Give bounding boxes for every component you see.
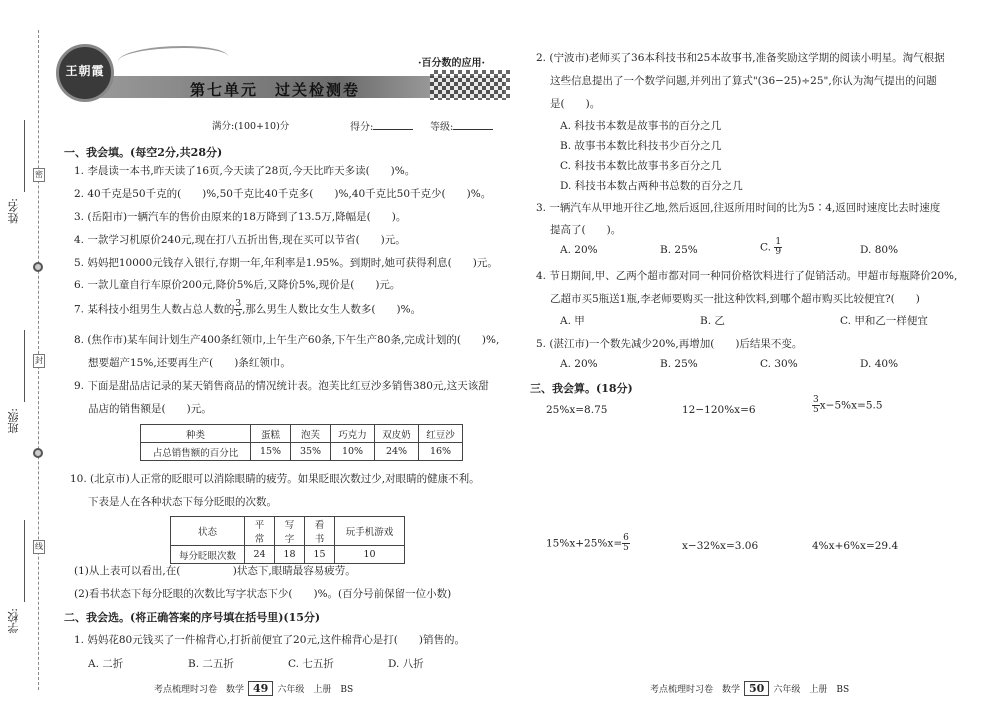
choice-2-1-option-a: A. 二折 <box>88 658 124 670</box>
fraction-denominator: 5 <box>235 309 242 319</box>
choice-2-5-option-c: C. 30% <box>760 358 798 370</box>
question-1-9-line-2: 品店的销售额是( )元。 <box>88 403 212 415</box>
grade-label: 等级: <box>430 122 454 133</box>
table-cell: 巧克力 <box>331 425 375 443</box>
table-cell: 泡芙 <box>291 425 331 443</box>
choice-2-3-option-c <box>760 238 782 257</box>
choice-2-4-option-a: A. 甲 <box>560 315 585 327</box>
table-cell: 玩手机游戏 <box>335 517 405 546</box>
grade-field[interactable] <box>430 118 493 133</box>
score-label: 得分: <box>350 122 374 133</box>
table-cell: 平常 <box>245 517 275 546</box>
table-cell: 10 <box>335 546 405 564</box>
equation-3-rest: x−5%x=5.5 <box>819 399 883 412</box>
choice-2-5: 5. (湛江市)一个数先减少20%,再增加( )后结果不变。 <box>536 338 803 350</box>
choice-2-5-option-d: D. 40% <box>860 358 899 370</box>
brand-logo-text: 王朝霞 <box>65 64 105 78</box>
question-1-3: 3. (岳阳市)一辆汽车的售价由原来的18万降到了13.5万,降幅是( )。 <box>74 211 407 223</box>
full-score: 满分:(100+10)分 <box>212 121 290 132</box>
fraction-numerator: 1 <box>775 237 782 247</box>
table-row <box>171 546 405 564</box>
topic-label: ·百分数的应用· <box>418 58 485 69</box>
question-1-8-line-2: 想要超产15%,还要再生产( )条红领巾。 <box>88 357 291 369</box>
footer-right <box>650 681 849 696</box>
table-cell: 10% <box>331 443 375 461</box>
table-header-row <box>171 517 405 546</box>
footer-book: 考点梳理时习卷 数学 <box>650 685 741 695</box>
table-cell: 状态 <box>171 517 245 546</box>
equation-2: 12−120%x=6 <box>682 404 756 416</box>
choice-2-1-option-c: C. 七五折 <box>288 658 334 670</box>
equation-1: 25%x=8.75 <box>546 404 608 416</box>
footer-grade: 六年级 上册 BS <box>773 685 850 695</box>
choice-2-4-line-2: 乙超市买5瓶送1瓶,李老师要购买一批这种饮料,到哪个超市购买比较便宜?( ) <box>550 293 920 305</box>
table-cell: 15 <box>305 546 335 564</box>
choice-2-1-option-b: B. 二五折 <box>188 658 234 670</box>
question-1-10-line-2: 下表是人在各种状态下每分眨眼的次数。 <box>88 496 277 508</box>
sales-table <box>140 424 463 461</box>
section-2-title: 二、我会选。(将正确答案的序号填在括号里)(15分) <box>64 611 321 624</box>
table-cell: 占总销售额的百分比 <box>141 443 251 461</box>
fraction-denominator: 5 <box>813 405 819 415</box>
name-underline <box>24 120 25 192</box>
page-title: 第七单元 过关检测卷 <box>190 81 361 99</box>
class-underline <box>24 330 25 402</box>
question-1-10-part-1: (1)从上表可以看出,在( )状态下,眼睛最容易疲劳。 <box>74 565 356 577</box>
class-label: 班级: <box>7 408 20 434</box>
choice-2-2-option-c: C. 科技书本数比故事书多百分之几 <box>560 160 722 172</box>
choice-2-2-option-a: A. 科技书本数是故事书的百分之几 <box>560 120 722 132</box>
page-number: 49 <box>248 681 273 696</box>
choice-2-5-option-a: A. 20% <box>560 358 598 370</box>
seal-char-feng: 封 <box>33 354 45 368</box>
table-cell: 15% <box>251 443 291 461</box>
choice-2-3-line-2: 提高了( )。 <box>550 224 622 236</box>
fraction <box>774 238 782 257</box>
equation-4-text: 15%x+25%x= <box>546 537 623 550</box>
name-label: 姓名: <box>7 198 20 224</box>
question-1-7 <box>74 300 421 319</box>
choice-2-4-option-b: B. 乙 <box>700 315 725 327</box>
table-cell: 35% <box>291 443 331 461</box>
question-1-4: 4. 一款学习机原价240元,现在打八五折出售,现在买可以节省( )元。 <box>74 234 406 246</box>
blink-table <box>170 516 405 564</box>
fraction-numerator: 6 <box>623 533 629 543</box>
binding-hole <box>33 448 43 458</box>
choice-2-2-line-1: 2. (宁波市)老师买了36本科技书和25本故事书,准备奖励这学期的阅读小明星。淘气根据 <box>536 52 945 64</box>
footer-grade: 六年级 上册 BS <box>277 685 354 695</box>
checker-decoration <box>430 70 510 100</box>
equation-5: x−32%x=3.06 <box>682 540 759 552</box>
choice-2-4-line-1: 4. 节日期间,甲、乙两个超市都对同一种同价格饮料进行了促销活动。甲超市每瓶降价20%, <box>536 270 958 282</box>
table-cell: 每分眨眼次数 <box>171 546 245 564</box>
page-number: 50 <box>744 681 769 696</box>
table-header-row <box>141 425 463 443</box>
school-underline <box>24 520 25 602</box>
table-cell: 写字 <box>275 517 305 546</box>
score-blank[interactable] <box>373 129 413 130</box>
table-cell: 看书 <box>305 517 335 546</box>
table-row <box>141 443 463 461</box>
section-1-title: 一、我会填。(每空2分,共28分) <box>64 146 223 159</box>
equation-4 <box>546 534 630 553</box>
table-cell: 16% <box>419 443 463 461</box>
table-cell: 红豆沙 <box>419 425 463 443</box>
equation-6: 4%x+6%x=29.4 <box>812 540 899 552</box>
choice-2-3-line-1: 3. 一辆汽车从甲地开往乙地,然后返回,往返所用时间的比为5∶4,返回时速度比去时速度 <box>536 202 941 214</box>
question-1-8-line-1: 8. (焦作市)某车间计划生产400条红领巾,上午生产60条,下午生产80条,完成计划的( )%, <box>74 334 500 346</box>
ribbon-decoration <box>118 46 228 72</box>
question-1-2: 2. 40千克是50千克的( )%,50千克比40千克多( )%,40千克比50千克少( )%。 <box>74 188 492 200</box>
question-1-7-text-a: 7. 某科技小组男生人数占总人数的 <box>74 303 235 316</box>
choice-2-3-option-b: B. 25% <box>660 244 698 256</box>
equation-3 <box>812 396 883 415</box>
table-cell: 18 <box>275 546 305 564</box>
fraction-denominator: 5 <box>623 543 629 553</box>
fraction-numerator: 3 <box>235 299 242 309</box>
choice-2-4-option-c: C. 甲和乙一样便宜 <box>840 315 928 327</box>
choice-2-1-option-d: D. 八折 <box>388 658 424 670</box>
choice-2-5-option-b: B. 25% <box>660 358 698 370</box>
binding-hole <box>33 262 43 272</box>
school-label: 学校: <box>7 608 20 634</box>
fraction <box>234 300 242 319</box>
footer-left <box>154 681 353 696</box>
choice-2-2-line-3: 是( )。 <box>550 98 601 110</box>
fraction <box>622 534 630 553</box>
seal-char-mi: 密 <box>33 168 45 182</box>
choice-2-2-option-b: B. 故事书本数比科技书少百分之几 <box>560 140 722 152</box>
fraction <box>812 396 820 415</box>
fraction-denominator: 9 <box>775 247 782 257</box>
question-1-10-line-1: 10. (北京市)人正常的眨眼可以消除眼睛的疲劳。如果眨眼次数过少,对眼睛的健康不利。 <box>70 473 480 485</box>
score-field[interactable] <box>350 118 413 133</box>
choice-2-3-option-d: D. 80% <box>860 244 899 256</box>
choice-2-2-option-d: D. 科技书本数占两种书总数的百分之几 <box>560 180 743 192</box>
table-cell: 24% <box>375 443 419 461</box>
question-1-9-line-1: 9. 下面是甜品店记录的某天销售商品的情况统计表。泡芙比红豆沙多销售380元,这天该甜 <box>74 380 489 392</box>
section-3-title: 三、我会算。(18分) <box>530 382 633 395</box>
footer-book: 考点梳理时习卷 数学 <box>154 685 245 695</box>
option-letter: C. <box>760 241 771 254</box>
table-cell: 种类 <box>141 425 251 443</box>
choice-2-1: 1. 妈妈花80元钱买了一件棉背心,打折前便宜了20元,这件棉背心是打( )销售的。 <box>74 634 465 646</box>
table-cell: 24 <box>245 546 275 564</box>
question-1-5: 5. 妈妈把10000元钱存入银行,存期一年,年利率是1.95%。到期时,她可获得利息( )元。 <box>74 257 498 269</box>
table-cell: 双皮奶 <box>375 425 419 443</box>
question-1-10-part-2: (2)看书状态下每分眨眼的次数比写字状态下少( )%。(百分号前保留一位小数) <box>74 588 452 600</box>
question-1-1: 1. 李晨读一本书,昨天读了16页,今天读了28页,今天比昨天多读( )%。 <box>74 165 416 177</box>
question-1-7-text-b: ,那么男生人数比女生人数多( )%。 <box>242 303 422 316</box>
grade-blank[interactable] <box>453 129 493 130</box>
choice-2-2-line-2: 这些信息提出了一个数学问题,并列出了算式"(36−25)÷25",你认为淘气提出的问题 <box>550 75 937 87</box>
question-1-6: 6. 一款儿童自行车原价200元,降价5%后,又降价5%,现价是( )元。 <box>74 279 401 291</box>
choice-2-3-option-a: A. 20% <box>560 244 598 256</box>
seal-char-xian: 线 <box>33 540 45 554</box>
table-cell: 蛋糕 <box>251 425 291 443</box>
fraction-numerator: 3 <box>813 395 819 405</box>
